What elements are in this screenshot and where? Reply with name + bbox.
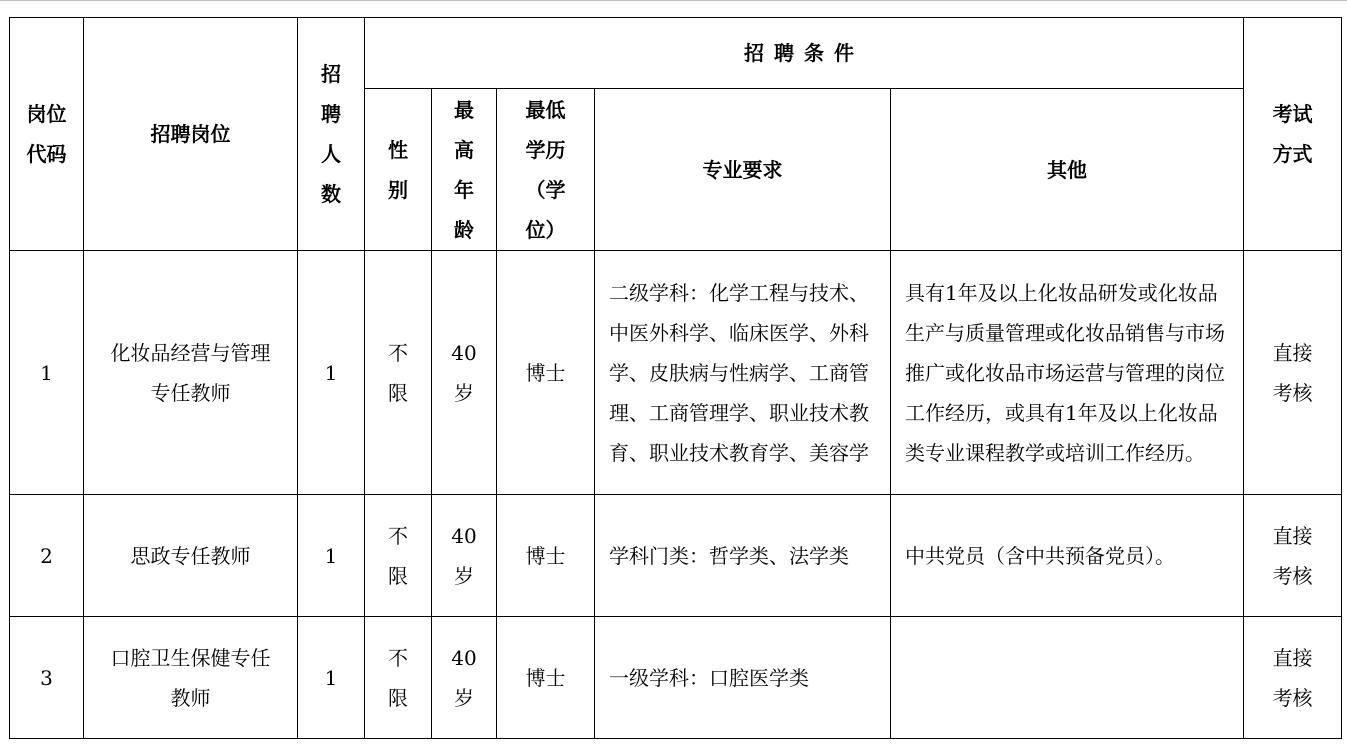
header-position: 招聘岗位 bbox=[84, 18, 298, 251]
row-exam: 直接考核 bbox=[1244, 617, 1342, 739]
row-other: 中共党员（含中共预备党员）。 bbox=[891, 495, 1244, 617]
row-age: 40岁 bbox=[432, 495, 497, 617]
row-edu: 博士 bbox=[497, 495, 595, 617]
header-min-edu: 最低学历（学位） bbox=[497, 89, 595, 251]
top-rule bbox=[0, 0, 1347, 1]
header-code: 岗位代码 bbox=[10, 18, 84, 251]
header-gender: 性别 bbox=[365, 89, 432, 251]
header-other: 其他 bbox=[891, 89, 1244, 251]
row-gender: 不限 bbox=[365, 251, 432, 495]
header-row-1 bbox=[10, 18, 1342, 89]
table-row bbox=[10, 495, 1342, 617]
row-age: 40岁 bbox=[432, 251, 497, 495]
row-major: 二级学科：化学工程与技术、中医外科学、临床医学、外科学、皮肤病与性病学、工商管理、工商管理学、职业技术教育、职业技术教育学、美容学 bbox=[595, 251, 891, 495]
table-row bbox=[10, 251, 1342, 495]
row-edu: 博士 bbox=[497, 617, 595, 739]
row-gender: 不限 bbox=[365, 617, 432, 739]
row-age: 40岁 bbox=[432, 617, 497, 739]
row-exam: 直接考核 bbox=[1244, 251, 1342, 495]
header-conditions: 招聘条件 bbox=[365, 18, 1244, 89]
row-other: 具有1年及以上化妆品研发或化妆品生产与质量管理或化妆品销售与市场推广或化妆品市场运营与管理的岗位工作经历，或具有1年及以上化妆品类专业课程教学或培训工作经历。 bbox=[891, 251, 1244, 495]
header-max-age: 最高年龄 bbox=[432, 89, 497, 251]
row-count: 1 bbox=[298, 617, 365, 739]
row-exam: 直接考核 bbox=[1244, 495, 1342, 617]
recruitment-table bbox=[9, 17, 1342, 739]
row-edu: 博士 bbox=[497, 251, 595, 495]
row-count: 1 bbox=[298, 495, 365, 617]
row-position: 化妆品经营与管理专任教师 bbox=[84, 251, 298, 495]
table-row bbox=[10, 617, 1342, 739]
row-code: 2 bbox=[10, 495, 84, 617]
row-other bbox=[891, 617, 1244, 739]
row-major: 学科门类：哲学类、法学类 bbox=[595, 495, 891, 617]
row-count: 1 bbox=[298, 251, 365, 495]
header-exam: 考试方式 bbox=[1244, 18, 1342, 251]
row-position: 口腔卫生保健专任教师 bbox=[84, 617, 298, 739]
row-code: 1 bbox=[10, 251, 84, 495]
row-code: 3 bbox=[10, 617, 84, 739]
row-position: 思政专任教师 bbox=[84, 495, 298, 617]
row-gender: 不限 bbox=[365, 495, 432, 617]
header-count: 招聘人数 bbox=[298, 18, 365, 251]
header-major: 专业要求 bbox=[595, 89, 891, 251]
row-major: 一级学科：口腔医学类 bbox=[595, 617, 891, 739]
